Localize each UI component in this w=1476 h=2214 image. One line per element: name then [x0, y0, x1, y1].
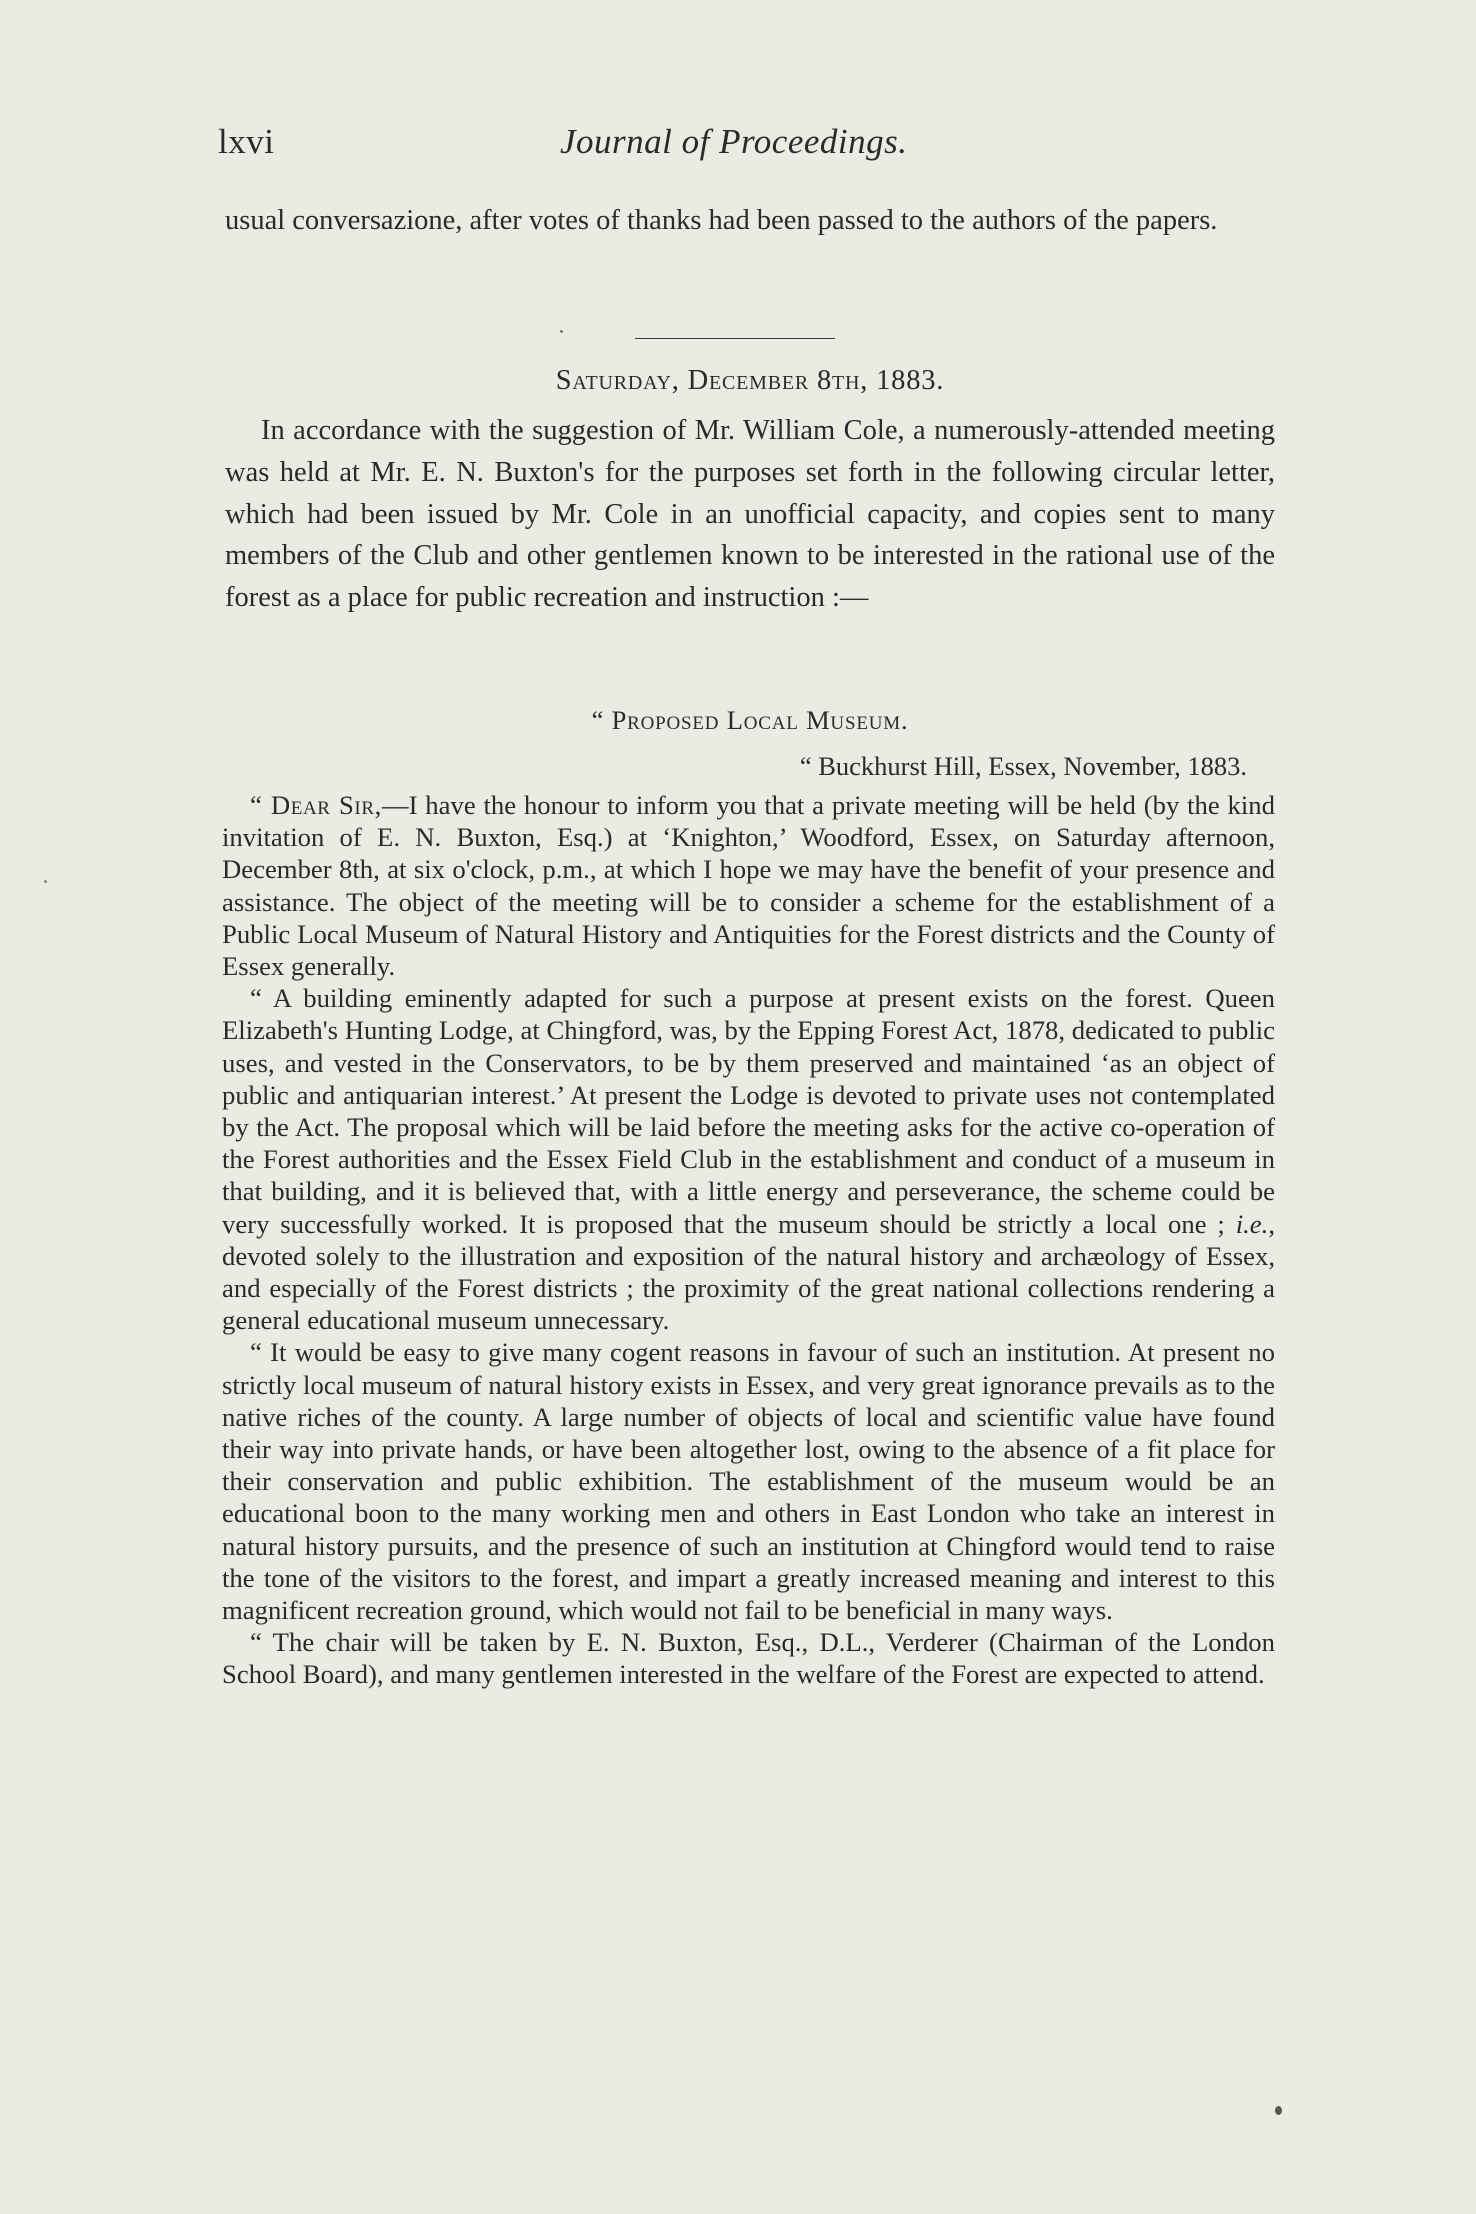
letter-paragraph-2-text-a: “ A building eminently adapted for such a purpose at present exists on the forest. Queen Elizabeth's Hunting Lodge, at Chingford, was, by the Epping Forest Act, 1878, dedicated to public uses, and vested in the Conservators, to be by them preserved and maintained ‘as an object of public and antiquarian interest.’ At present the Lodge is devoted to private uses not contemplated by the Act. The proposal which will be laid before the meeting asks for the active co-operation of the Forest authorities and the Essex Field Club in the establishment and conduct of a museum in that building, and it is believed that, with a little energy and perseverance, the scheme could be very successfully worked. It is proposed that the museum should be strictly a local one ;: [222, 983, 1275, 1239]
letter-paragraph-2-ie: i.e.: [1235, 1208, 1269, 1239]
letter-address-line: “ Buckhurst Hill, Essex, November, 1883.: [799, 751, 1247, 781]
letter-paragraph-2: [222, 982, 1275, 1336]
print-speck: [1275, 2106, 1282, 2115]
section-divider: [635, 338, 835, 339]
print-speck: [44, 880, 47, 883]
letter-title: “ Proposed Local Museum.: [591, 705, 909, 735]
circular-letter: [222, 789, 1275, 1691]
letter-paragraph-3: “ It would be easy to give many cogent reasons in favour of such an institution. At present no strictly local museum of natural history exists in Essex, and very great ignorance prevails as to the native riches of the county. A large number of objects of local and scientific value have found their way into private hands, or have been altogether lost, owing to the absence of a fit place for their conservation and public exhibition. The establishment of the museum would be an educational boon to the many working men and others in East London who take an interest in natural history pursuits, and the presence of such an institution at Chingford would tend to raise the tone of the visitors to the forest, and impart a greatly increased meaning and interest to this magnificent recreation ground, which would not fail to be beneficial in many ways.: [222, 1337, 1275, 1626]
running-header: [218, 122, 1278, 172]
letter-paragraph-4: “ The chair will be taken by E. N. Buxton, Esq., D.L., Verderer (Chairman of the London School Board), and many gentlemen interested in the welfare of the Forest are expected to attend.: [222, 1627, 1275, 1690]
page-number: lxvi: [218, 122, 275, 161]
running-title: Journal of Proceedings.: [560, 122, 908, 161]
letter-salutation: “ Dear Sir,: [250, 790, 382, 820]
meeting-intro-paragraph: In accordance with the suggestion of Mr. William Cole, a numerously-attended meeting was held at Mr. E. N. Buxton's for the purposes set forth in the following circular letter, which had been issued by Mr. Cole in an unofficial capacity, and copies sent to many members of the Club and other gentlemen known to be interested in the rational use of the forest as a place for public recreation and instruction :—: [225, 415, 1275, 614]
letter-paragraph-2-text-b: , devoted solely to the illustration and exposition of the natural history and archæology of Essex, and especially of the Forest districts ; the proximity of the great national collections rendering a general educational museum unnecessary.: [222, 1208, 1275, 1336]
letter-paragraph-1: [222, 789, 1275, 982]
continuation-paragraph: usual conversazione, after votes of thanks had been passed to the authors of the papers.: [225, 205, 1218, 236]
print-speck: [560, 330, 563, 333]
letter-paragraph-1-text: —I have the honour to inform you that a private meeting will be held (by the kind invitation of E. N. Buxton, Esq.) at ‘Knighton,’ Woodford, Essex, on Saturday afternoon, December 8th, at six o'clock, p.m., at which I hope we may have the benefit of your presence and assistance. The object of the meeting will be to consider a scheme for the establishment of a Public Local Museum of Natural History and Antiquities for the Forest districts and the County of Essex generally.: [222, 790, 1275, 982]
meeting-date-heading: Saturday, December 8th, 1883.: [555, 365, 945, 396]
